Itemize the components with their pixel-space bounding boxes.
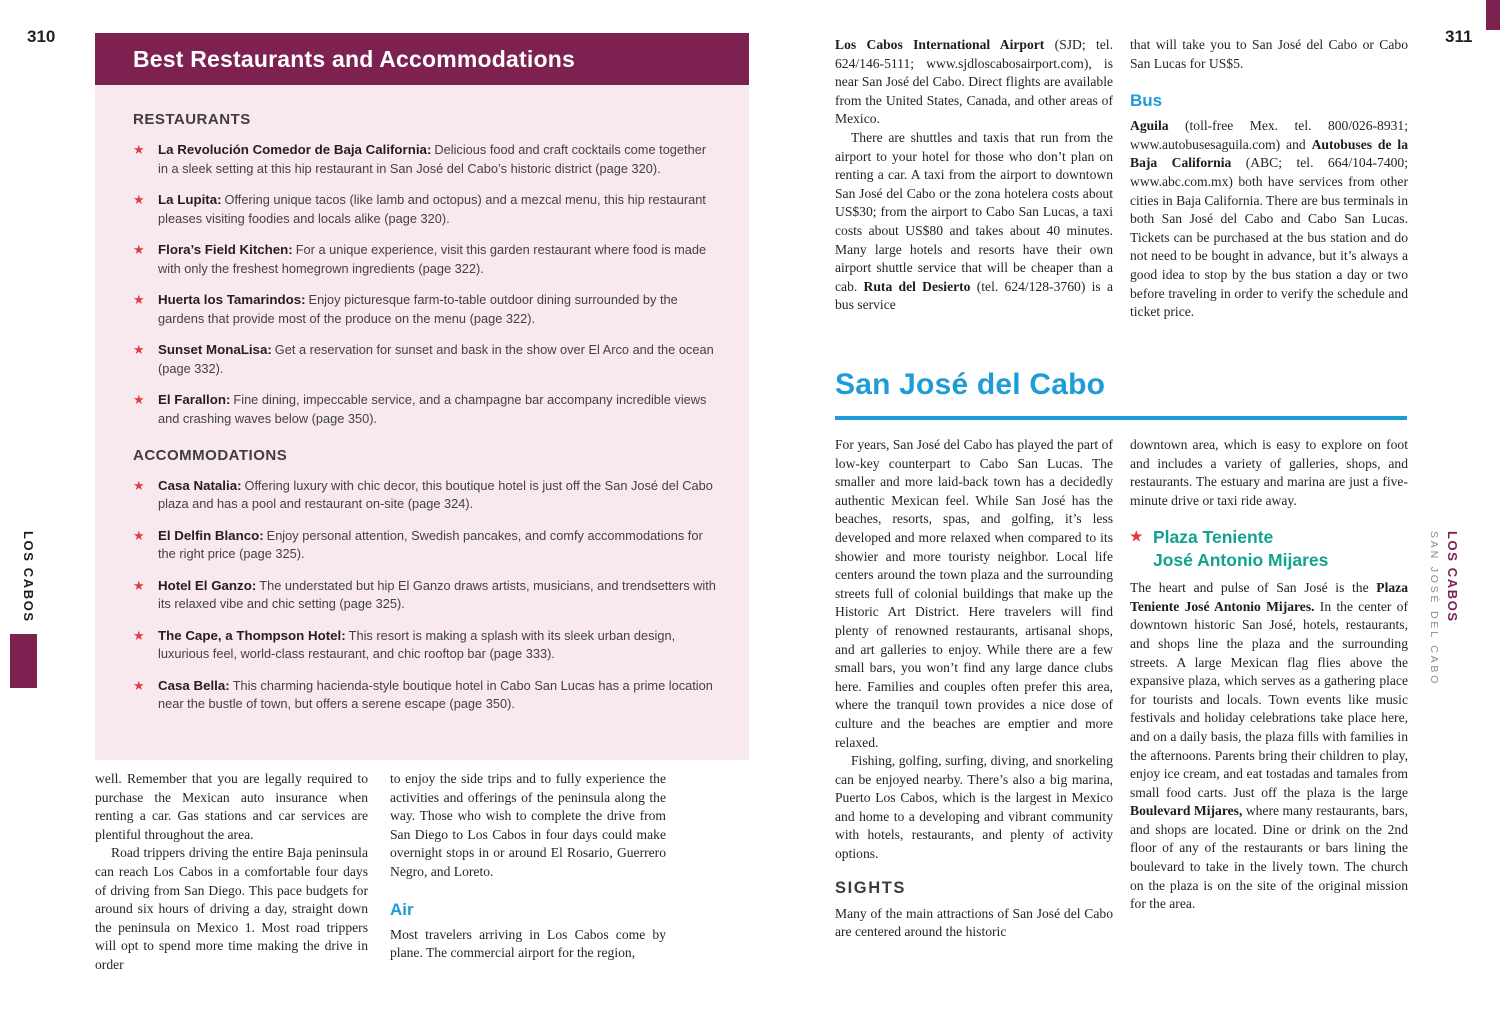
page-number-left: 310 xyxy=(27,27,56,46)
place-desc: Offering unique tacos (like lamb and octopus) and a mezcal menu, this hip restaurant pleases visiting foodies and locals alike (page 320). xyxy=(158,192,706,226)
place-name: The Cape, a Thompson Hotel: xyxy=(158,627,346,643)
star-icon: ★ xyxy=(133,577,145,593)
star-icon: ★ xyxy=(1130,528,1143,545)
highlight-box-body xyxy=(95,85,749,760)
highlight-box-title: Best Restaurants and Accommodations xyxy=(95,33,749,85)
air-heading: Air xyxy=(390,899,414,919)
paragraph: Most travelers arriving in Los Cabos come by plane. The commercial airport for the region, xyxy=(390,926,666,961)
highlight-box xyxy=(95,33,749,760)
edge-chapter-label-left: LOS CABOS xyxy=(21,531,36,623)
sight-heading-line2: José Antonio Mijares xyxy=(1153,549,1329,570)
bus-heading: Bus xyxy=(1130,91,1163,111)
place-desc: Offering luxury with chic decor, this boutique hotel is just off the San José del Cabo plaza and has a pool and restaurant on-site (page 324). xyxy=(158,477,713,512)
place-name: La Lupita: xyxy=(158,192,222,208)
star-icon: ★ xyxy=(133,392,145,408)
place-name: Casa Bella: xyxy=(158,677,230,693)
left-page-column-1 xyxy=(95,770,368,1016)
right-page-top-column-2 xyxy=(1130,36,1408,368)
star-icon: ★ xyxy=(133,242,145,258)
list-item-accommodation xyxy=(133,476,719,514)
paragraph: well. Remember that you are legally required to purchase the Mexican auto insurance when renting a car. Gas stations and car services are plentiful throughout the area. xyxy=(95,771,368,842)
chapter-tab-left xyxy=(10,634,37,688)
paragraph: Los Cabos International Airport (SJD; tel. 624/146-5111; www.sjdloscabosairport.com), is near San José del Cabo. Direct flights are available from the United States, Canada, and other areas of Mexico. xyxy=(835,37,1113,127)
paragraph: to enjoy the side trips and to fully experience the activities and offerings of the peninsula along the way. Those who wish to complete the drive from San Diego to Los Cabos in four days could make overnight stops in or around El Rosario, Guerrero Negro, and Loreto. xyxy=(390,771,666,879)
plaza-teniente-heading xyxy=(1130,526,1408,571)
paragraph: downtown area, which is easy to explore on foot and includes a variety of galleries, shops, and restaurants. The estuary and marina are just a five-minute drive or taxi ride away. xyxy=(1130,437,1408,508)
list-item-accommodation xyxy=(133,576,719,614)
star-icon: ★ xyxy=(133,527,145,543)
sight-heading-line1: Plaza Teniente xyxy=(1153,527,1274,548)
restaurants-heading: RESTAURANTS xyxy=(133,111,251,128)
paragraph: Road trippers driving the entire Baja peninsula can reach Los Cabos in a comfortable four days of driving from San Diego. This pace budgets for around six hours of driving a day, straight down the peninsula on Mexico 1. Most road trippers will opt to spend more time making the drive in order xyxy=(95,845,368,972)
place-desc: Enjoy personal attention, Swedish pancakes, and comfy accommodations for the right price (page 325). xyxy=(158,527,703,562)
place-desc: Enjoy picturesque farm-to-table outdoor dining surrounded by the gardens that provide most of the produce on the menu (page 322). xyxy=(158,292,678,326)
right-page-body-column-1 xyxy=(835,436,1113,1016)
place-name: Casa Natalia: xyxy=(158,477,242,493)
place-name: Huerta los Tamarindos: xyxy=(158,292,306,308)
star-icon: ★ xyxy=(133,142,145,157)
place-desc: This resort is making a splash with its sleek urban design, luxurious feel, world-class restaurant, and chic rooftop bar (page 333). xyxy=(158,627,676,662)
place-desc: This charming hacienda-style boutique hotel in Cabo San Lucas has a prime location near the bustle of town, but offers a serene escape (page 350). xyxy=(158,677,713,712)
edge-labels-right xyxy=(1428,531,1460,686)
list-item-restaurant xyxy=(133,340,719,378)
left-page-column-2 xyxy=(390,770,666,1016)
paragraph: that will take you to San José del Cabo or Cabo San Lucas for US$5. xyxy=(1130,37,1408,71)
place-desc: Delicious food and craft cocktails come together in a sleek setting at this hip restaurant in San José del Cabo’s historic district (page 320). xyxy=(158,142,707,176)
star-icon: ★ xyxy=(133,292,145,308)
place-desc: The understated but hip El Ganzo draws artists, musicians, and trendsetters with its relaxed vibe and chic setting (page 325). xyxy=(158,577,716,612)
place-name: Hotel El Ganzo: xyxy=(158,577,257,593)
place-desc: Fine dining, impeccable service, and a champagne bar accompany incredible views and crashing waves below (page 350). xyxy=(158,392,707,427)
place-name: Sunset MonaLisa: xyxy=(158,342,272,358)
place-name: La Revolución Comedor de Baja California: xyxy=(158,142,432,157)
star-icon: ★ xyxy=(133,627,145,643)
paragraph: Aguila (toll-free Mex. tel. 800/026-8931; www.autobusesaguila.com) and Autobuses de la Baja California (ABC; tel. 664/104-7400; www.abc.com.mx) both have services from other cities in Baja California. There are bus terminals in both San José del Cabo and Cabo San Lucas. Tickets can be purchased at the bus station and do not need to be bought in advance, but it’s always a good idea to stop by the bus station a day or two before traveling in order to verify the schedule and ticket price. xyxy=(1130,118,1408,320)
place-name: El Delfin Blanco: xyxy=(158,527,264,543)
list-item-restaurant xyxy=(133,190,719,228)
chapter-tab-right xyxy=(1486,0,1500,30)
paragraph: There are shuttles and taxis that run from the airport to your hotel for those who don’t plan on renting a car. A taxi from the airport to downtown San José del Cabo or the zona hotelera costs about US$30; from the airport to Cabo San Lucas, a taxi costs about US$80 and takes about 40 minutes. Many large hotels and resorts have their own airport shuttle service that will be cheaper than a cab. Ruta del Desierto (tel. 624/128-3760) is a bus service xyxy=(835,129,1113,313)
paragraph: The heart and pulse of San José is the Plaza Teniente José Antonio Mijares. In the center of downtown historic San José, hotels, restaurants, and shops line the plaza and the surrounding streets. A large Mexican flag flies above the expansive plaza, which serves as a gathering place for tourists and locals. Town events like music festivals and holiday celebrations take place here, and on a daily basis, the plaza fills with families in the afternoons. Parents bring their children to play, enjoy ice cream, and eat tostadas and tamales from small food carts. Just off the plaza is the large Boulevard Mijares, where many restaurants, bars, and shops are located. Dine or drink on the 2nd floor of any of the restaurants or bars lining the boulevard to take in the lively town. The church on the plaza is on the site of the original mission for the area. xyxy=(1130,580,1408,912)
list-item-accommodation xyxy=(133,676,719,714)
right-page-top-column-1 xyxy=(835,36,1113,368)
paragraph: Fishing, golfing, surfing, diving, and snorkeling can be enjoyed nearby. There’s also a big marina, Puerto Los Cabos, which is the largest in Mexico and home to a developing and vibrant community with hotels, restaurants, and plenty of activity options. xyxy=(835,753,1113,862)
place-desc: For a unique experience, visit this garden restaurant where food is made with only the freshest homegrown ingredients (page 322). xyxy=(158,242,707,276)
list-item-restaurant xyxy=(133,240,719,278)
section-title-san-jose-del-cabo: San José del Cabo xyxy=(835,368,1106,401)
edge-chapter-label-right: LOS CABOS xyxy=(1445,531,1460,623)
paragraph: For years, San José del Cabo has played the part of low-key counterpart to Cabo San Lucas. The smaller and more laid-back town has a decidedly authentic Mexican feel. While San José has the beaches, resorts, spas, and golfing, it’s less developed and more relaxed when compared to its showier and more touristy neighbor. Local life centers around the town plaza and the surrounding streets full of colonial buildings that make up the Historic Art District. Here travelers will find plenty of renowned restaurants, artisanal shops, and art galleries to enjoy. While there are a few small bars, you won’t find any large dance clubs here. Families and couples often prefer this area, where the tranquil town provides a nice dose of culture and the beaches are emptier and more relaxed. xyxy=(835,437,1113,750)
list-item-restaurant xyxy=(133,390,719,428)
page-number-right: 311 xyxy=(1445,27,1473,46)
star-icon: ★ xyxy=(133,192,145,208)
edge-section-label-right: SAN JOSÉ DEL CABO xyxy=(1428,531,1440,687)
list-item-accommodation xyxy=(133,526,719,564)
star-icon: ★ xyxy=(133,342,145,358)
list-item-restaurant xyxy=(133,290,719,328)
sights-heading: SIGHTS xyxy=(835,878,907,897)
place-name: El Farallon: xyxy=(158,392,231,408)
section-rule xyxy=(835,416,1407,420)
accommodations-heading: ACCOMMODATIONS xyxy=(133,446,288,464)
star-icon: ★ xyxy=(133,677,145,693)
right-page-body-column-2 xyxy=(1130,436,1408,1016)
list-item-restaurant xyxy=(133,140,719,178)
list-item-accommodation xyxy=(133,626,719,664)
paragraph: Many of the main attractions of San José del Cabo are centered around the historic xyxy=(835,905,1113,940)
star-icon: ★ xyxy=(133,477,145,493)
place-name: Flora’s Field Kitchen: xyxy=(158,242,293,258)
place-desc: Get a reservation for sunset and bask in the show over El Arco and the ocean (page 332). xyxy=(158,342,714,376)
